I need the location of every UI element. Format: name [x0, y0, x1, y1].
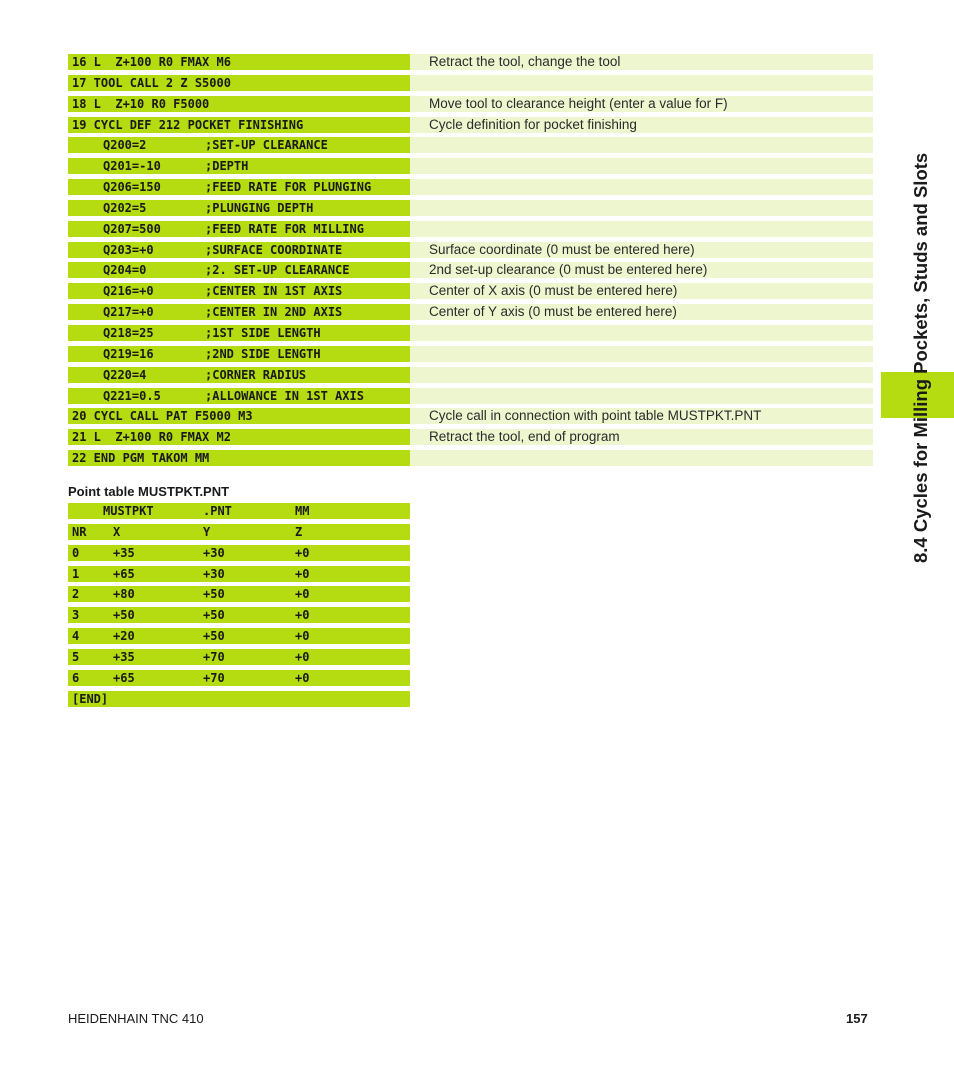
program-code: 20 CYCL CALL PAT F5000 M3 [68, 408, 410, 424]
program-description: 2nd set-up clearance (0 must be entered here) [410, 262, 873, 278]
program-code: 17 TOOL CALL 2 Z S5000 [68, 75, 410, 91]
program-description [410, 346, 873, 362]
program-code [68, 262, 410, 278]
nc-program-listing [68, 54, 873, 471]
program-line [68, 367, 873, 383]
point-table-column-header [68, 524, 410, 540]
parameter-comment: ;FEED RATE FOR PLUNGING [205, 180, 372, 195]
program-description [410, 137, 873, 153]
program-description: Surface coordinate (0 must be entered here) [410, 242, 873, 258]
table-row [68, 607, 410, 623]
program-description [410, 179, 873, 195]
program-line [68, 429, 873, 445]
parameter-comment: ;FEED RATE FOR MILLING [205, 221, 364, 236]
cycle-parameter: Q204=0 [103, 263, 147, 278]
program-line [68, 283, 873, 299]
cycle-parameter: Q216=+0 [103, 284, 154, 299]
point-nr: 0 [72, 545, 80, 560]
program-code: 22 END PGM TAKOM MM [68, 450, 410, 466]
point-nr: 1 [72, 566, 80, 581]
program-code [68, 200, 410, 216]
point-table-end [68, 691, 410, 707]
col-y: Y [203, 524, 211, 539]
program-description: Retract the tool, change the tool [410, 54, 873, 70]
program-line [68, 200, 873, 216]
parameter-comment: ;SET-UP CLEARANCE [205, 138, 328, 153]
point-z: +0 [295, 566, 310, 581]
file-unit: MM [295, 504, 310, 518]
program-code [68, 367, 410, 383]
program-code [68, 388, 410, 404]
program-description: Cycle call in connection with point table MUSTPKT.PNT [410, 408, 873, 424]
cycle-parameter: Q206=150 [103, 180, 161, 195]
footer-manual-name: HEIDENHAIN TNC 410 [68, 1011, 204, 1026]
point-y: +70 [203, 670, 225, 685]
program-description [410, 367, 873, 383]
program-code [68, 346, 410, 362]
program-line [68, 221, 873, 237]
program-description: Cycle definition for pocket finishing [410, 117, 873, 133]
program-description [410, 158, 873, 174]
point-nr: 6 [72, 670, 80, 685]
program-code: 18 L Z+10 R0 F5000 [68, 96, 410, 112]
program-line [68, 242, 873, 258]
program-line [68, 179, 873, 195]
program-line [68, 75, 873, 91]
parameter-comment: ;CENTER IN 1ST AXIS [205, 284, 343, 299]
point-x: +50 [113, 608, 135, 623]
program-line [68, 346, 873, 362]
cycle-parameter: Q221=0.5 [103, 388, 161, 403]
program-line [68, 117, 873, 133]
point-y: +50 [203, 587, 225, 602]
point-y: +50 [203, 629, 225, 644]
point-nr: 5 [72, 649, 80, 664]
point-x: +35 [113, 545, 135, 560]
program-description [410, 325, 873, 341]
program-line [68, 325, 873, 341]
program-code [68, 283, 410, 299]
program-description: Move tool to clearance height (enter a value for F) [410, 96, 873, 112]
parameter-comment: ;SURFACE COORDINATE [205, 242, 343, 257]
point-z: +0 [295, 629, 310, 644]
table-row [68, 545, 410, 561]
program-code: 19 CYCL DEF 212 POCKET FINISHING [68, 117, 410, 133]
cycle-parameter: Q201=-10 [103, 159, 161, 174]
point-z: +0 [295, 649, 310, 664]
program-line [68, 262, 873, 278]
cycle-parameter: Q218=25 [103, 325, 154, 340]
point-x: +20 [113, 629, 135, 644]
chapter-side-title: 8.4 Cycles for Milling Pockets, Studs and Slots [910, 152, 931, 563]
program-line [68, 408, 873, 424]
cycle-parameter: Q202=5 [103, 200, 147, 215]
table-row [68, 566, 410, 582]
parameter-comment: ;2. SET-UP CLEARANCE [205, 263, 350, 278]
table-row [68, 586, 410, 602]
point-x: +35 [113, 649, 135, 664]
program-description [410, 221, 873, 237]
program-code: 21 L Z+100 R0 FMAX M2 [68, 429, 410, 445]
point-nr: 3 [72, 608, 80, 623]
program-line [68, 54, 873, 70]
point-table [68, 503, 410, 711]
parameter-comment: ;2ND SIDE LENGTH [205, 346, 321, 361]
col-nr: NR [72, 524, 87, 539]
table-row [68, 628, 410, 644]
point-z: +0 [295, 670, 310, 685]
col-z: Z [295, 524, 303, 539]
program-line [68, 450, 873, 466]
program-line [68, 388, 873, 404]
program-line [68, 96, 873, 112]
parameter-comment: ;1ST SIDE LENGTH [205, 325, 321, 340]
cycle-parameter: Q220=4 [103, 367, 147, 382]
parameter-comment: ;CENTER IN 2ND AXIS [205, 305, 343, 320]
point-y: +30 [203, 566, 225, 581]
program-description [410, 75, 873, 91]
point-nr: 2 [72, 587, 80, 602]
point-z: +0 [295, 545, 310, 560]
program-code [68, 304, 410, 320]
program-line [68, 158, 873, 174]
table-row [68, 670, 410, 686]
end-marker: [END] [72, 691, 109, 706]
program-description [410, 200, 873, 216]
table-row [68, 649, 410, 665]
point-z: +0 [295, 587, 310, 602]
program-line [68, 137, 873, 153]
point-y: +30 [203, 545, 225, 560]
point-table-rows [68, 545, 410, 686]
cycle-parameter: Q219=16 [103, 346, 154, 361]
program-code [68, 179, 410, 195]
cycle-parameter: Q203=+0 [103, 242, 154, 257]
file-name: MUSTPKT [103, 504, 154, 518]
cycle-parameter: Q207=500 [103, 221, 161, 236]
program-code [68, 221, 410, 237]
program-description [410, 388, 873, 404]
point-y: +70 [203, 649, 225, 664]
point-nr: 4 [72, 629, 80, 644]
program-code [68, 325, 410, 341]
point-y: +50 [203, 608, 225, 623]
parameter-comment: ;ALLOWANCE IN 1ST AXIS [205, 388, 364, 403]
cycle-parameter: Q217=+0 [103, 305, 154, 320]
program-line [68, 304, 873, 320]
point-x: +65 [113, 670, 135, 685]
point-table-file-header [68, 503, 410, 519]
cycle-parameter: Q200=2 [103, 138, 147, 153]
parameter-comment: ;PLUNGING DEPTH [205, 200, 314, 215]
program-description [410, 450, 873, 466]
page-number: 157 [846, 1011, 868, 1026]
program-description: Retract the tool, end of program [410, 429, 873, 445]
program-code [68, 242, 410, 258]
program-code [68, 137, 410, 153]
program-description: Center of Y axis (0 must be entered here) [410, 304, 873, 320]
parameter-comment: ;CORNER RADIUS [205, 367, 307, 382]
point-table-heading: Point table MUSTPKT.PNT [68, 484, 230, 499]
file-extension: .PNT [203, 504, 232, 518]
point-z: +0 [295, 608, 310, 623]
program-description: Center of X axis (0 must be entered here) [410, 283, 873, 299]
program-code [68, 158, 410, 174]
parameter-comment: ;DEPTH [205, 159, 249, 174]
program-code: 16 L Z+100 R0 FMAX M6 [68, 54, 410, 70]
point-x: +65 [113, 566, 135, 581]
point-x: +80 [113, 587, 135, 602]
col-x: X [113, 524, 121, 539]
